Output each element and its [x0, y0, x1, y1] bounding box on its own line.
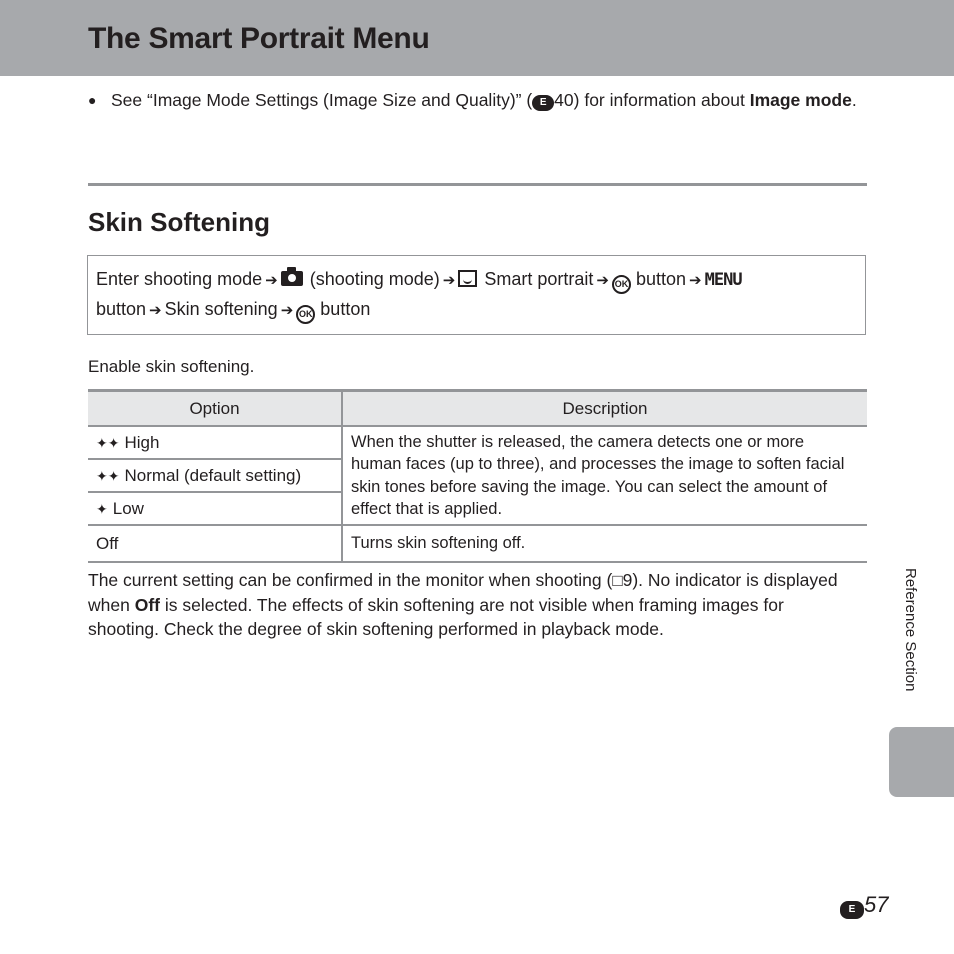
column-header-option: Option [88, 391, 342, 427]
reference-section-icon: E [840, 901, 864, 919]
book-reference-icon: □ [612, 571, 623, 590]
bullet-note [88, 89, 878, 112]
option-low: ✦ Low [88, 492, 342, 525]
bullet-text: See “Image Mode Settings (Image Size and Quality)” ( E 40) for information about Image mode. [111, 90, 857, 110]
page-link[interactable]: 9 [622, 570, 633, 590]
ok-button-icon: OK [612, 275, 631, 294]
reference-section-icon: E [532, 95, 554, 111]
arrow-right-icon: ➔ [265, 272, 278, 289]
arrow-right-icon: ➔ [149, 302, 162, 319]
ok-button-icon: OK [296, 305, 315, 324]
table-row [88, 525, 867, 562]
off-description: Turns skin softening off. [342, 525, 867, 562]
arrow-right-icon: ➔ [689, 272, 702, 289]
skin-softening-low-icon: ✦ [96, 500, 108, 517]
side-section-label: Reference Section [902, 568, 919, 692]
menu-button-icon: MENU [704, 270, 742, 290]
closing-paragraph: The current setting can be confirmed in the monitor when shooting (□9). No indicator is displayed when Off is selected. The effects of skin softening are not visible when framing images for shooting. Check the degree of skin softening performed in playback mode. [88, 570, 838, 639]
section-title: Skin Softening [88, 207, 270, 237]
option-high: ✦✦ High [88, 426, 342, 459]
page-title: The Smart Portrait Menu [88, 22, 430, 55]
skin-softening-normal-icon: ✦✦ [96, 467, 120, 484]
intro-text: Enable skin softening. [88, 357, 255, 376]
smart-portrait-icon [458, 270, 477, 287]
option-off: Off [88, 525, 342, 562]
navigation-path-box: Enter shooting mode ➔ (shooting mode) ➔ Smart portrait ➔ OK button ➔ MENU button ➔ Skin softening ➔ OK button [87, 255, 866, 335]
arrow-right-icon: ➔ [596, 272, 609, 289]
page-link[interactable]: 40 [554, 90, 574, 110]
page-number: E 57 [840, 892, 888, 919]
option-normal: ✦✦ Normal (default setting) [88, 459, 342, 492]
table-row [88, 426, 867, 459]
shared-description: When the shutter is released, the camera detects one or more human faces (up to three), and processes the image to soften facial skin tones before saving the image. You can select the amount of effect that is applied. [342, 426, 867, 525]
table-header-row [88, 391, 867, 427]
section-divider [88, 183, 867, 186]
bullet-dot-icon: ● [88, 92, 97, 108]
section-tab[interactable] [889, 727, 954, 797]
arrow-right-icon: ➔ [280, 302, 294, 319]
options-table [88, 389, 867, 563]
skin-softening-high-icon: ✦✦ [96, 434, 120, 451]
camera-icon [281, 271, 303, 286]
arrow-right-icon: ➔ [442, 272, 456, 289]
column-header-description: Description [342, 391, 867, 427]
